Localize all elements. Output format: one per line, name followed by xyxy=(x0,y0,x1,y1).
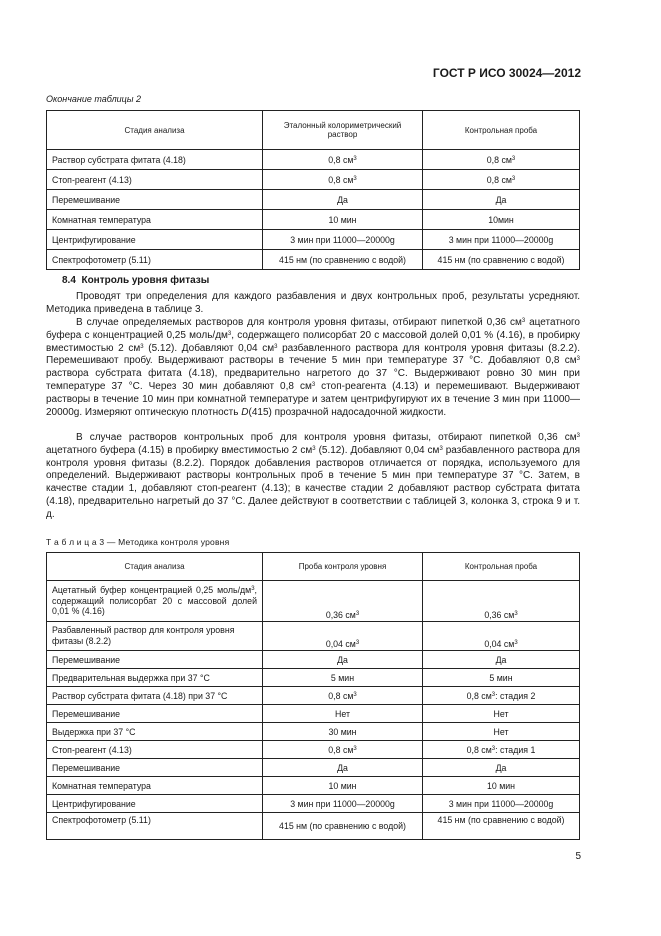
cell: 3 мин при 11000—20000g xyxy=(423,795,580,813)
cell: 10 мин xyxy=(263,777,423,795)
cell: 0,8 $см^3$: стадия 1 xyxy=(423,741,580,759)
table-row xyxy=(47,150,580,170)
cell: 10 мин xyxy=(263,210,423,230)
header-cell: Эталонный колориметрический раствор xyxy=(263,111,423,150)
cell: Комнатная температура xyxy=(47,777,263,795)
cell: 0,8 $см^3$ xyxy=(263,170,423,190)
table-2 xyxy=(46,110,580,270)
cell: 415 нм (по сравнению с водой) xyxy=(263,813,423,840)
cell: Да xyxy=(423,759,580,777)
table-row xyxy=(47,170,580,190)
cell: Перемешивание xyxy=(47,705,263,723)
cell: 5 мин xyxy=(423,669,580,687)
cell: 0,04 $см^3$ xyxy=(423,622,580,651)
table-row xyxy=(47,210,580,230)
cell: Центрифугирование xyxy=(47,795,263,813)
cell: Да xyxy=(263,651,423,669)
header-cell: Проба контроля уровня xyxy=(263,553,423,581)
table-row xyxy=(47,777,580,795)
table-row xyxy=(47,687,580,705)
cell: Ацетатный буфер концентрацией 0,25 моль/$дм^3$, содержащий полисорбат 20 с массовой долей 0,01 % (4.16) xyxy=(47,581,263,622)
cell: 10 мин xyxy=(423,777,580,795)
cell: 415 нм (по сравнению с водой) xyxy=(423,250,580,270)
cell: 3 мин при 11000—20000g xyxy=(263,230,423,250)
header-cell: Стадия анализа xyxy=(47,111,263,150)
cell: Разбавленный раствор для контроля уровня фитазы (8.2.2) xyxy=(47,622,263,651)
cell: 0,36 $см^3$ xyxy=(263,581,423,622)
cell: 0,36 $см^3$ xyxy=(423,581,580,622)
cell: Да xyxy=(423,190,580,210)
cell: 0,8 $см^3$ xyxy=(263,741,423,759)
cell: 0,8 $см^3$ xyxy=(263,150,423,170)
paragraph-3: В случае растворов контрольных проб для контроля уровня фитазы, отбирают пипеткой 0,36 $см^3$ ацетатного буфера (4.15) в пробирку вместимостью 2 $см^3$ (5.12). Добавляют 0,04 $см^3$ разбавленного раствора для контроля уровня фитазы (8.2.2). Порядок добавления растворов отличается от порядка, используемого для определений. Выдерживают растворы контрольных проб в течение 5 мин при температуре 37 °С. Затем, в качестве стадии 1, добавляют стоп-реагент (4.13); в качестве стадии 2 добавляют раствор субстрата фитата (4.18), предварительно нагретый до 37 °С. Далее действуют в соответствии с таблицей 3, колонка 3, строка 9 и т. д. xyxy=(46,432,580,520)
cell: 415 нм (по сравнению с водой) xyxy=(263,250,423,270)
cell: 0,8 $см^3$: стадия 2 xyxy=(423,687,580,705)
table-row xyxy=(47,813,580,840)
table-row xyxy=(47,759,580,777)
cell: Нет xyxy=(263,705,423,723)
cell: Да xyxy=(423,651,580,669)
header-cell: Контрольная проба xyxy=(423,553,580,581)
cell: Перемешивание xyxy=(47,651,263,669)
table-row xyxy=(47,705,580,723)
cell: Перемешивание xyxy=(47,190,263,210)
table-3 xyxy=(46,552,580,840)
table-row xyxy=(47,651,580,669)
cell: 3 мин при 11000—20000g xyxy=(423,230,580,250)
cell: Перемешивание xyxy=(47,759,263,777)
cell: Нет xyxy=(423,723,580,741)
paragraph-2: В случае определяемых растворов для контроля уровня фитазы, отбирают пипеткой 0,36 $см^3$ ацетатного буфера с концентрацией 0,25 моль/$дм^3$, содержащего полисорбат 20 с массовой долей 0,01 % (4.16), в пробирку вместимостью 2 $см^3$ (5.12). Добавляют 0,04 $см^3$ разбавленного раствора для контроля уровня фитазы (8.2.2). Перемешивают пробу. Выдерживают растворы в течение 5 мин при температуре 37 °С. Добавляют 0,8 $см^3$ раствора субстрата фитата (4.18), предварительно нагретого до 37 °С. Выдерживают ровно 30 мин при температуре 37 °С. Через 30 мин добавляют 0,8 $см^3$ стоп-реагента (4.13) и перемешивают. Выдерживают растворы в течение 10 мин при комнатной температуре и затем центрифугируют их в течение 3 мин при 11000—20000g. Измеряют оптическую плотность D(415) прозрачной надосадочной жидкости. xyxy=(46,317,581,418)
cell: Да xyxy=(263,190,423,210)
cell: 3 мин при 11000—20000g xyxy=(263,795,423,813)
cell: 415 нм (по сравнению с водой) xyxy=(423,813,580,840)
cell: 30 мин xyxy=(263,723,423,741)
table-header-row xyxy=(47,553,580,581)
cell: 0,8 $см^3$ xyxy=(423,150,580,170)
cell: 0,8 $см^3$ xyxy=(263,687,423,705)
header-cell: Стадия анализа xyxy=(47,553,263,581)
cell: Стоп-реагент (4.13) xyxy=(47,741,263,759)
header-cell: Контрольная проба xyxy=(423,111,580,150)
cell: Центрифугирование xyxy=(47,230,263,250)
cell: Спектрофотометр (5.11) xyxy=(47,813,263,840)
table-row xyxy=(47,622,580,651)
cell: 10мин xyxy=(423,210,580,230)
cell: 5 мин xyxy=(263,669,423,687)
cell: Стоп-реагент (4.13) xyxy=(47,170,263,190)
cell: Раствор субстрата фитата (4.18) при 37 °С xyxy=(47,687,263,705)
page-number: 5 xyxy=(575,851,581,862)
cell: Раствор субстрата фитата (4.18) xyxy=(47,150,263,170)
cell: Комнатная температура xyxy=(47,210,263,230)
table-row xyxy=(47,190,580,210)
standard-header: ГОСТ Р ИСО 30024—2012 xyxy=(432,66,581,80)
table-row xyxy=(47,723,580,741)
cell: Да xyxy=(263,759,423,777)
cell: Выдержка при 37 °С xyxy=(47,723,263,741)
cell: Спектрофотометр (5.11) xyxy=(47,250,263,270)
section-heading: 8.4 Контроль уровня фитазы xyxy=(62,275,210,286)
cell: Предварительная выдержка при 37 °С xyxy=(47,669,263,687)
paragraph-1: Проводят три определения для каждого разбавления и двух контрольных проб, результаты усредняют. Методика приведена в таблице 3. xyxy=(46,291,580,315)
table-row xyxy=(47,795,580,813)
table-row xyxy=(47,741,580,759)
table2-caption: Окончание таблицы 2 xyxy=(46,94,141,104)
cell: Нет xyxy=(423,705,580,723)
table-row xyxy=(47,581,580,622)
table-header-row xyxy=(47,111,580,150)
table-row xyxy=(47,669,580,687)
cell: 0,04 $см^3$ xyxy=(263,622,423,651)
table-row xyxy=(47,230,580,250)
table3-caption: Т а б л и ц а 3 — Методика контроля уровня xyxy=(46,537,230,547)
table-row xyxy=(47,250,580,270)
cell: 0,8 $см^3$ xyxy=(423,170,580,190)
